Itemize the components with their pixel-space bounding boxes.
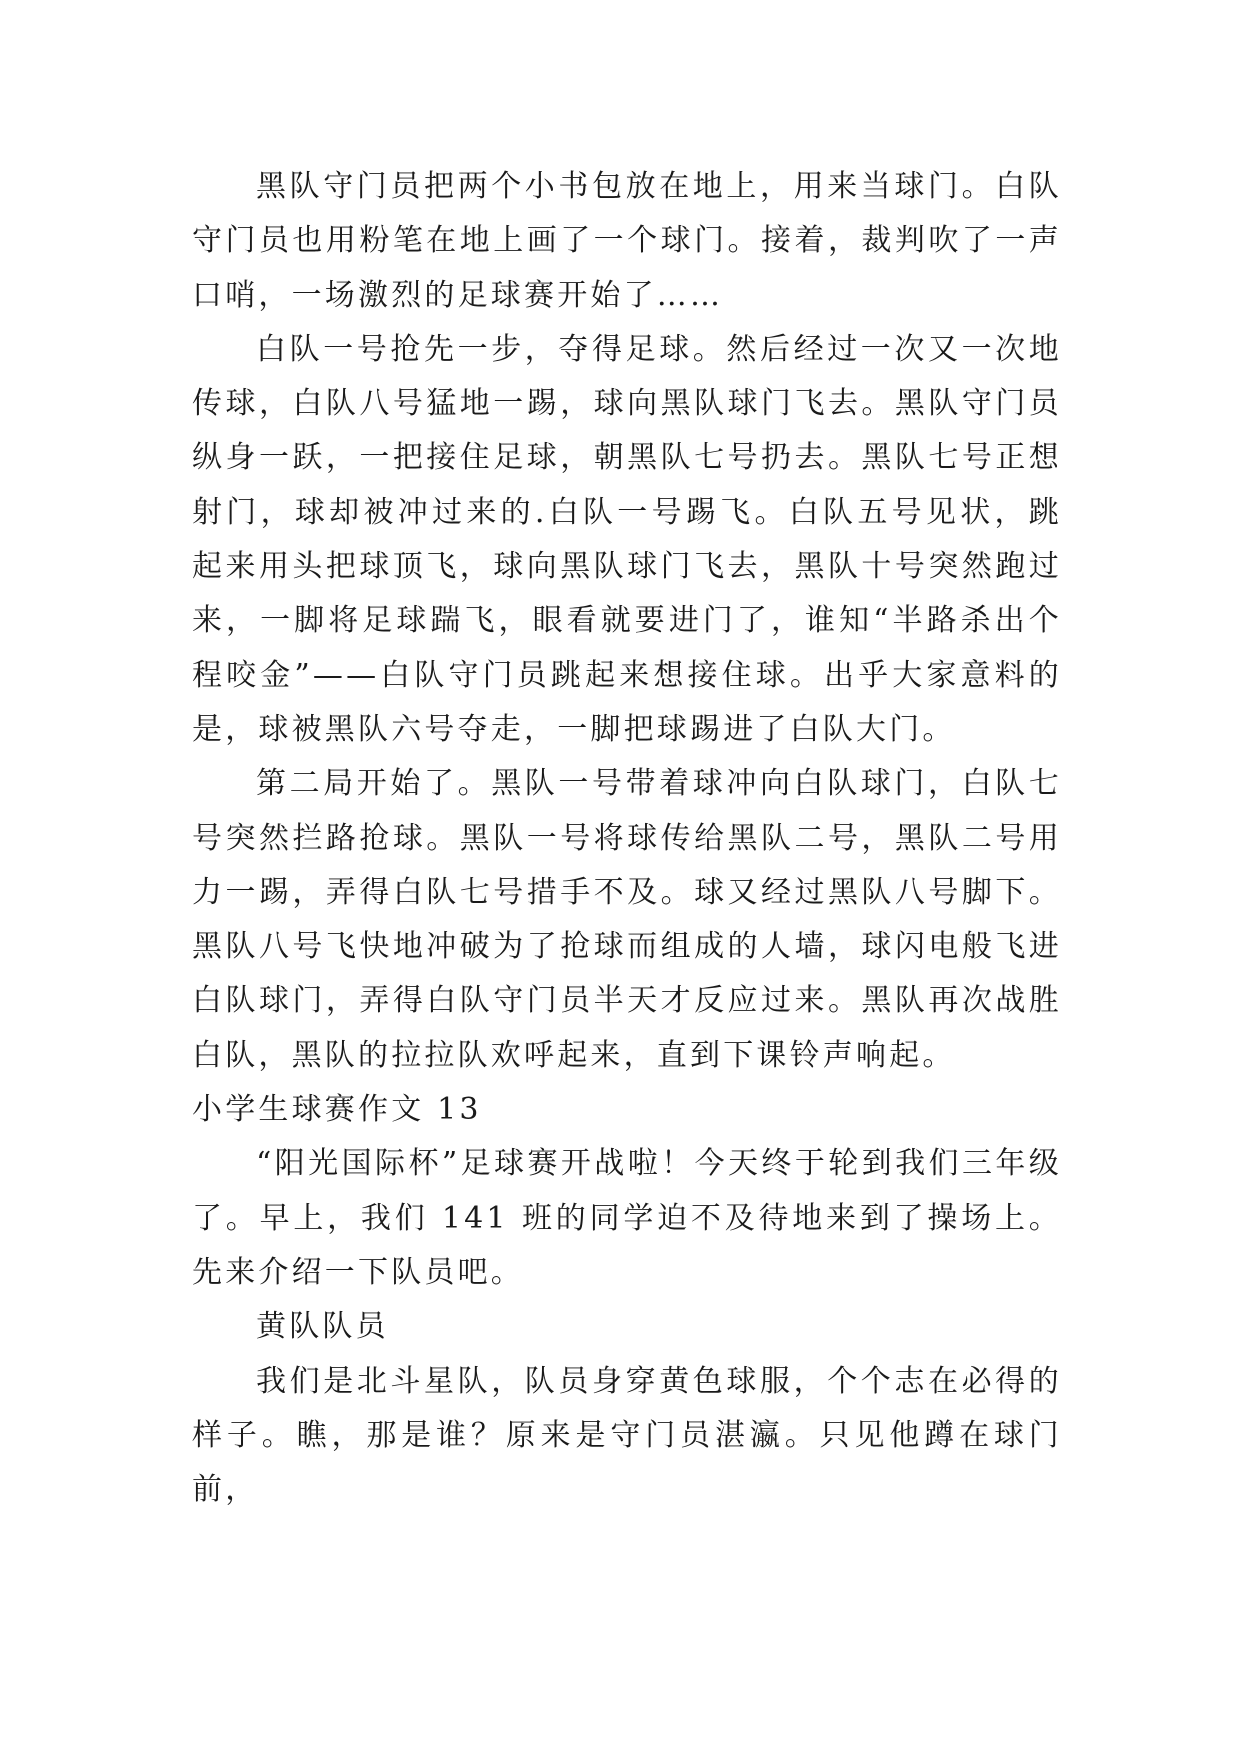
paragraph-yellow-team: 我们是北斗星队，队员身穿黄色球服，个个志在必得的样子。瞧，那是谁？原来是守门员湛瀛。只见他蹲在球门前， [192, 1363, 1062, 1508]
section-title: 小学生球赛作文 13 [192, 1092, 482, 1128]
paragraph-team-label: 黄队队员 [256, 1309, 389, 1345]
paragraph-second-round: 第二局开始了。黑队一号带着球冲向白队球门，白队七号突然拦路抢球。黑队一号将球传给黑队二号，黑队二号用力一踢，弄得白队七号措手不及。球又经过黑队八号脚下。黑队八号飞快地冲破为了抢球而组成的人墙，球闪电般飞进白队球门，弄得白队守门员半天才反应过来。黑队再次战胜白队，黑队的拉拉队欢呼起来，直到下课铃声响起。 [192, 766, 1062, 1073]
paragraph-intro: “阳光国际杯”足球赛开战啦！今天终于轮到我们三年级了。早上，我们 141 班的同学迫不及待地来到了操场上。先来介绍一下队员吧。 [192, 1146, 1062, 1290]
document-body [192, 160, 1062, 1517]
paragraph-first-half: 白队一号抢先一步，夺得足球。然后经过一次又一次地传球，白队八号猛地一踢，球向黑队球门飞去。黑队守门员纵身一跃，一把接住足球，朝黑队七号扔去。黑队七号正想射门，球却被冲过来的.白队一号踢飞。白队五号见状，跳起来用头把球顶飞，球向黑队球门飞去，黑队十号突然跑过来，一脚将足球踹飞，眼看就要进门了，谁知“半路杀出个程咬金”——白队守门员跳起来想接住球。出乎大家意料的是，球被黑队六号夺走，一脚把球踢进了白队大门。 [192, 331, 1062, 747]
paragraph-goalkeepers: 黑队守门员把两个小书包放在地上，用来当球门。白队守门员也用粉笔在地上画了一个球门。接着，裁判吹了一声口哨，一场激烈的足球赛开始了…… [192, 169, 1062, 313]
